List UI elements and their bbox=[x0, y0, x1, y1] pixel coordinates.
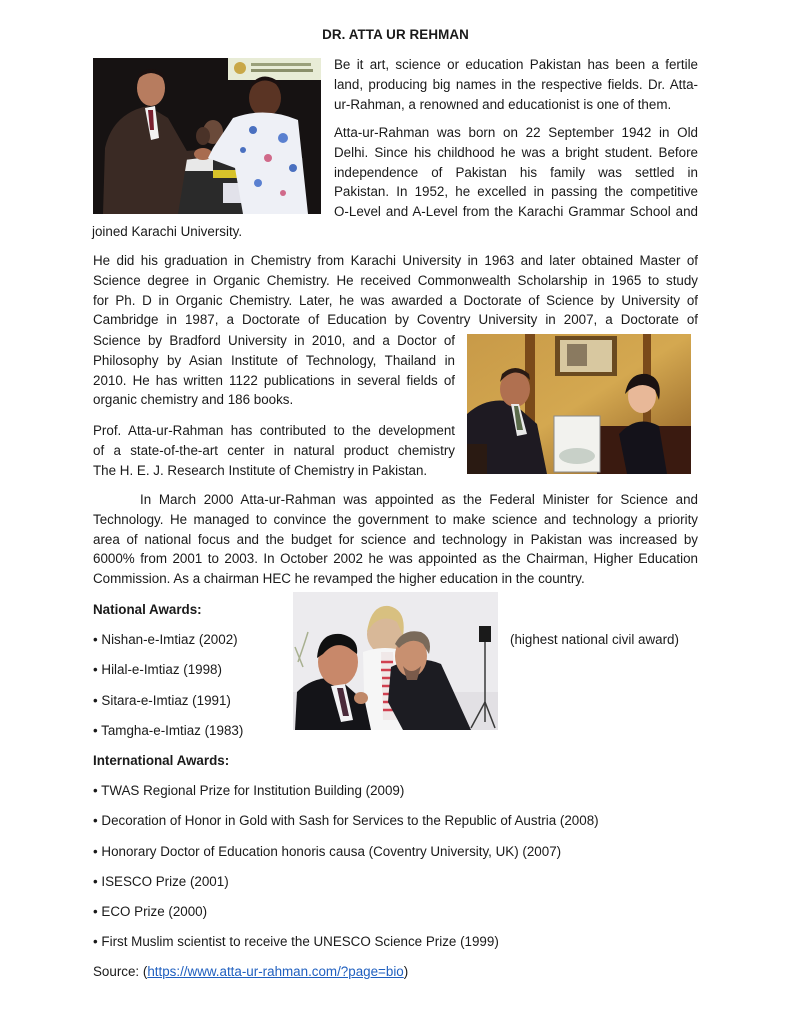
source-line bbox=[93, 962, 408, 982]
education-line: 2010. He has written 1122 publications in several fields of bbox=[93, 372, 455, 388]
medal-ceremony-photo bbox=[293, 592, 498, 730]
birth-line: O-Level and A-Level from the Karachi Grammar School and bbox=[334, 204, 698, 220]
international-award-item: • Honorary Doctor of Education honoris causa (Coventry University, UK) (2007) bbox=[93, 844, 562, 859]
minister-line: Commission. As a chairman HEC he revamped the higher education in the country. bbox=[93, 571, 585, 587]
award-plaque-photo bbox=[467, 334, 691, 474]
education-line: Science by Bradford University in 2010, and a Doctor of bbox=[93, 333, 455, 348]
birth-line: Delhi. Since his childhood he was a bright student. Before bbox=[334, 144, 698, 160]
education-paragraph bbox=[93, 251, 698, 330]
education-line: for Ph. D in Organic Chemistry. Later, he was awarded a Doctorate of Science by University of bbox=[93, 292, 698, 308]
international-award-item: • TWAS Regional Prize for Institution Building (2009) bbox=[93, 783, 405, 798]
birth-line: Atta-ur-Rahman was born on 22 September 1942 in Old bbox=[334, 125, 698, 140]
minister-line: 6000% from 2001 to 2003. In October 2002 he was appointed as the Chairman, Higher Education bbox=[93, 551, 698, 567]
source-prefix: Source: ( bbox=[93, 964, 148, 979]
national-awards-heading: National Awards: bbox=[93, 602, 202, 617]
hej-line: Prof. Atta-ur-Rahman has contributed to the development bbox=[93, 423, 455, 438]
minister-line-first bbox=[93, 490, 698, 510]
national-award-item: • Hilal-e-Imtiaz (1998) bbox=[93, 662, 222, 677]
international-award-item: • ISESCO Prize (2001) bbox=[93, 874, 229, 889]
birth-paragraph bbox=[334, 123, 698, 222]
education-line: Cambridge in 1987, a Doctorate of Education by Coventry University in 2007, a Doctorate of bbox=[93, 312, 698, 328]
handshake-photo bbox=[93, 58, 321, 214]
education-line: Science degree in Organic Chemistry. He received Commonwealth Scholarship in 1965 to study bbox=[93, 272, 698, 288]
hej-line: of a state-of-the-art center in natural product chemistry bbox=[93, 442, 455, 458]
source-link[interactable]: https://www.atta-ur-rahman.com/?page=bio bbox=[147, 964, 404, 979]
minister-line: Technology. He managed to convince the government to make science and technology a priority bbox=[93, 511, 698, 527]
page-title: DR. ATTA UR REHMAN bbox=[322, 27, 469, 42]
birth-line: independence of Pakistan his family was settled in bbox=[334, 164, 698, 180]
education-line: He did his graduation in Chemistry from Karachi University in 1963 and later obtained Master of bbox=[93, 253, 698, 268]
international-award-item: • First Muslim scientist to receive the UNESCO Science Prize (1999) bbox=[93, 934, 499, 949]
national-award-note: (highest national civil award) bbox=[510, 632, 679, 647]
international-award-item: • Decoration of Honor in Gold with Sash for Services to the Republic of Austria (2008) bbox=[93, 813, 599, 828]
hej-paragraph bbox=[93, 421, 455, 480]
international-awards-heading: International Awards: bbox=[93, 753, 230, 768]
minister-paragraph bbox=[93, 490, 698, 589]
education-line: organic chemistry and 186 books. bbox=[93, 392, 294, 408]
source-suffix: ) bbox=[403, 964, 409, 979]
national-award-item: • Sitara-e-Imtiaz (1991) bbox=[93, 693, 231, 708]
education-line: Philosophy by Asian Institute of Technology, Thailand in bbox=[93, 352, 455, 368]
minister-line: In March 2000 Atta-ur-Rahman was appointed as the Federal Minister for Science and bbox=[140, 492, 698, 507]
hej-line: The H. E. J. Research Institute of Chemistry in Pakistan. bbox=[93, 462, 428, 478]
national-award-item: • Nishan-e-Imtiaz (2002) bbox=[93, 632, 238, 647]
national-award-item: • Tamgha-e-Imtiaz (1983) bbox=[93, 723, 244, 738]
education-paragraph-narrow bbox=[93, 331, 455, 410]
birth-line: Pakistan. In 1952, he excelled in passing the competitive bbox=[334, 184, 698, 200]
minister-line: area of national focus and the budget for science and technology in Pakistan was increased by bbox=[93, 531, 698, 547]
international-award-item: • ECO Prize (2000) bbox=[93, 904, 208, 919]
intro-paragraph: Be it art, science or education Pakistan has been a fertile land, producing big names in the respective fields. Dr. Atta-ur-Rahman, a renowned and educationist is one of them. bbox=[334, 57, 698, 112]
birth-paragraph-tail: joined Karachi University. bbox=[92, 224, 243, 239]
